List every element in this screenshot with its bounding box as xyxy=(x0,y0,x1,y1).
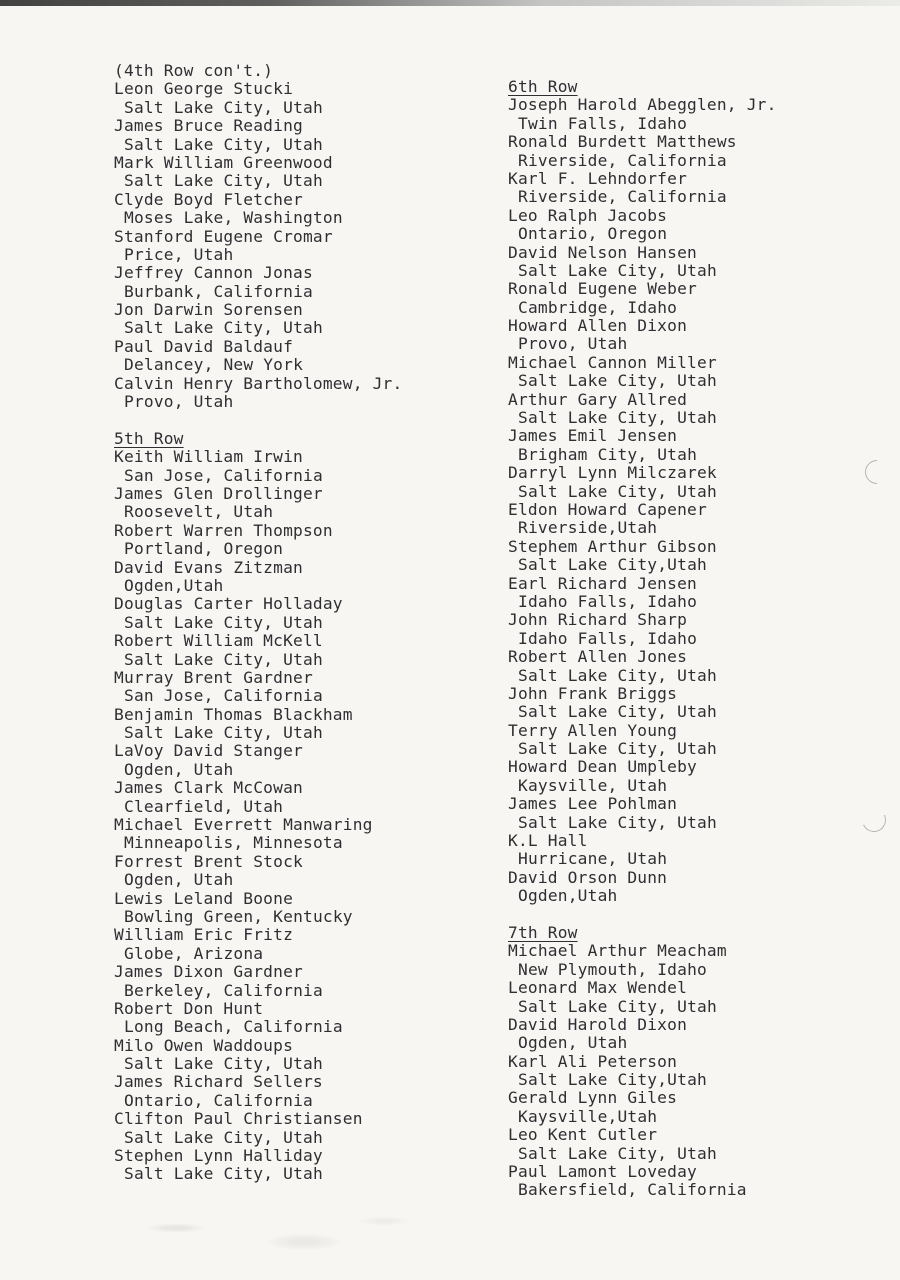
person-hometown: Salt Lake City, Utah xyxy=(124,171,323,191)
person-name: David Orson Dunn xyxy=(508,867,668,887)
person-hometown: Price, Utah xyxy=(124,244,234,264)
person-hometown: Ogden, Utah xyxy=(518,1033,628,1053)
person-name: Douglas Carter Holladay xyxy=(114,594,343,614)
person-hometown: Long Beach, California xyxy=(124,1017,343,1037)
person-name: Forrest Brent Stock xyxy=(114,851,303,871)
person-name: Robert William McKell xyxy=(114,631,323,651)
person-name: Gerald Lynn Giles xyxy=(508,1088,678,1108)
person-hometown: Salt Lake City, Utah xyxy=(518,812,717,832)
person-name: Ronald Eugene Weber xyxy=(508,279,697,299)
person-hometown: Salt Lake City, Utah xyxy=(518,481,717,501)
person-name: Ronald Burdett Matthews xyxy=(508,132,737,152)
person-name: Lewis Leland Boone xyxy=(114,888,294,908)
blank-line xyxy=(114,411,402,429)
person-hometown: Salt Lake City, Utah xyxy=(518,1143,717,1163)
hole-punch-mark xyxy=(860,455,894,489)
person-name: Michael Arthur Meacham xyxy=(508,941,727,961)
person-hometown: Salt Lake City, Utah xyxy=(518,739,717,759)
person-name: Jeffrey Cannon Jonas xyxy=(114,263,313,283)
person-hometown: Cambridge, Idaho xyxy=(518,297,678,317)
row-heading: 5th Row xyxy=(114,428,184,448)
person-name: David Harold Dixon xyxy=(508,1014,688,1034)
person-hometown: Salt Lake City, Utah xyxy=(518,996,717,1016)
person-name: Mark William Greenwood xyxy=(114,152,333,172)
person-hometown: Riverside,Utah xyxy=(518,518,658,538)
person-name: Karl F. Lehndorfer xyxy=(508,168,688,188)
person-name: LaVoy David Stanger xyxy=(114,741,303,761)
person-name: David Nelson Hansen xyxy=(508,242,697,262)
person-hometown: Ogden,Utah xyxy=(518,886,618,906)
person-hometown: Provo, Utah xyxy=(124,392,234,412)
person-name: Earl Richard Jensen xyxy=(508,573,697,593)
person-name: Milo Owen Waddoups xyxy=(114,1035,294,1055)
person-hometown: Delancey, New York xyxy=(124,355,304,375)
person-name: Michael Cannon Miller xyxy=(508,352,717,372)
person-hometown: Kaysville, Utah xyxy=(518,775,668,795)
person-name: Joseph Harold Abegglen, Jr. xyxy=(508,95,777,115)
person-name: David Evans Zitzman xyxy=(114,557,303,577)
person-name: James Dixon Gardner xyxy=(114,962,303,982)
person-hometown: Salt Lake City, Utah xyxy=(124,1054,323,1074)
person-name: Terry Allen Young xyxy=(508,720,678,740)
person-name: K.L Hall xyxy=(508,831,588,851)
person-hometown: Hurricane, Utah xyxy=(518,849,668,869)
person-name: James Bruce Reading xyxy=(114,116,303,136)
left-column xyxy=(114,62,402,1184)
person-name: Stephem Arthur Gibson xyxy=(508,536,717,556)
person-name: Jon Darwin Sorensen xyxy=(114,300,303,320)
person-name: Leon George Stucki xyxy=(114,79,294,99)
person-name: Howard Allen Dixon xyxy=(508,316,688,336)
person-hometown: San Jose, California xyxy=(124,465,323,485)
person-name: Michael Everrett Manwaring xyxy=(114,815,373,835)
person-hometown: Moses Lake, Washington xyxy=(124,208,343,228)
person-hometown: Bowling Green, Kentucky xyxy=(124,906,353,926)
person-name: Calvin Henry Bartholomew, Jr. xyxy=(114,373,403,393)
person-hometown: Ontario, Oregon xyxy=(518,224,668,244)
person-name: Darryl Lynn Milczarek xyxy=(508,463,717,483)
right-column xyxy=(508,78,777,1200)
person-hometown: Salt Lake City, Utah xyxy=(518,371,717,391)
person-name: James Glen Drollinger xyxy=(114,483,323,503)
person-name: Clifton Paul Christiansen xyxy=(114,1109,363,1129)
person-hometown: Salt Lake City, Utah xyxy=(124,97,323,117)
scan-top-edge xyxy=(0,0,900,6)
person-hometown: Salt Lake City, Utah xyxy=(518,665,717,685)
person-hometown: Salt Lake City, Utah xyxy=(518,408,717,428)
person-hometown: San Jose, California xyxy=(124,686,323,706)
person-hometown: Salt Lake City, Utah xyxy=(124,134,323,154)
person-name: Leonard Max Wendel xyxy=(508,978,688,998)
person-hometown: New Plymouth, Idaho xyxy=(518,959,707,979)
person-hometown: Burbank, California xyxy=(124,281,313,301)
person-name: Karl Ali Peterson xyxy=(508,1051,678,1071)
person-hometown: Riverside, California xyxy=(518,187,727,207)
person-hometown: Globe, Arizona xyxy=(124,943,264,963)
person-name: Murray Brent Gardner xyxy=(114,667,313,687)
person-hometown: Clearfield, Utah xyxy=(124,796,284,816)
person-hometown: Portland, Oregon xyxy=(124,539,284,559)
person-hometown: Minneapolis, Minnesota xyxy=(124,833,343,853)
person-name: Howard Dean Umpleby xyxy=(508,757,697,777)
continuation-header: (4th Row con't.) xyxy=(114,61,274,80)
person-name: James Lee Pohlman xyxy=(508,794,678,814)
person-name: Leo Ralph Jacobs xyxy=(508,205,668,225)
person-name: Robert Allen Jones xyxy=(508,647,688,667)
person-hometown: Salt Lake City, Utah xyxy=(124,612,323,632)
person-hometown: Brigham City, Utah xyxy=(518,444,698,464)
person-hometown: Ogden,Utah xyxy=(124,575,224,595)
person-name: James Clark McCowan xyxy=(114,778,303,798)
hole-punch-mark xyxy=(859,805,890,836)
person-name: James Richard Sellers xyxy=(114,1072,323,1092)
person-name: Clyde Boyd Fletcher xyxy=(114,189,303,209)
person-name: James Emil Jensen xyxy=(508,426,678,446)
person-hometown: Salt Lake City, Utah xyxy=(124,1127,323,1147)
person-name: Leo Kent Cutler xyxy=(508,1125,658,1145)
person-hometown: Salt Lake City, Utah xyxy=(124,723,323,743)
person-name: John Frank Briggs xyxy=(508,683,678,703)
person-hometown: Ogden, Utah xyxy=(124,759,234,779)
person-hometown: Salt Lake City,Utah xyxy=(518,555,707,575)
person-hometown: Roosevelt, Utah xyxy=(124,502,274,522)
person-name: Paul Lamont Loveday xyxy=(508,1162,697,1182)
faded-smudge xyxy=(112,1200,432,1270)
person-hometown: Riverside, California xyxy=(518,150,727,170)
person-name: Robert Warren Thompson xyxy=(114,520,333,540)
person-hometown: Kaysville,Utah xyxy=(518,1106,658,1126)
person-hometown: Idaho Falls, Idaho xyxy=(518,628,698,648)
person-hometown: Bakersfield, California xyxy=(518,1180,747,1200)
row-heading: 7th Row xyxy=(508,922,578,942)
person-hometown: Salt Lake City, Utah xyxy=(124,649,323,669)
person-name: Arthur Gary Allred xyxy=(508,389,688,409)
person-name: Stephen Lynn Halliday xyxy=(114,1146,323,1166)
person-hometown: Salt Lake City,Utah xyxy=(518,1070,707,1090)
person-name: Benjamin Thomas Blackham xyxy=(114,704,353,724)
row-heading: 6th Row xyxy=(508,77,578,96)
person-hometown: Provo, Utah xyxy=(518,334,628,354)
person-hometown: Salt Lake City, Utah xyxy=(518,260,717,280)
blank-line xyxy=(508,906,777,924)
person-hometown: Berkeley, California xyxy=(124,980,323,1000)
person-name: Eldon Howard Capener xyxy=(508,499,707,519)
person-hometown: Ogden, Utah xyxy=(124,870,234,890)
person-hometown: Twin Falls, Idaho xyxy=(518,113,688,133)
person-name: Keith William Irwin xyxy=(114,447,303,467)
person-hometown: Ontario, California xyxy=(124,1090,313,1110)
person-hometown: Salt Lake City, Utah xyxy=(518,702,717,722)
person-name: Stanford Eugene Cromar xyxy=(114,226,333,246)
person-name: Paul David Baldauf xyxy=(114,336,294,356)
person-hometown: Idaho Falls, Idaho xyxy=(518,591,698,611)
person-hometown: Salt Lake City, Utah xyxy=(124,1164,323,1184)
person-name: John Richard Sharp xyxy=(508,610,688,630)
person-hometown: Salt Lake City, Utah xyxy=(124,318,323,338)
person-name: Robert Don Hunt xyxy=(114,998,264,1018)
person-name: William Eric Fritz xyxy=(114,925,294,945)
